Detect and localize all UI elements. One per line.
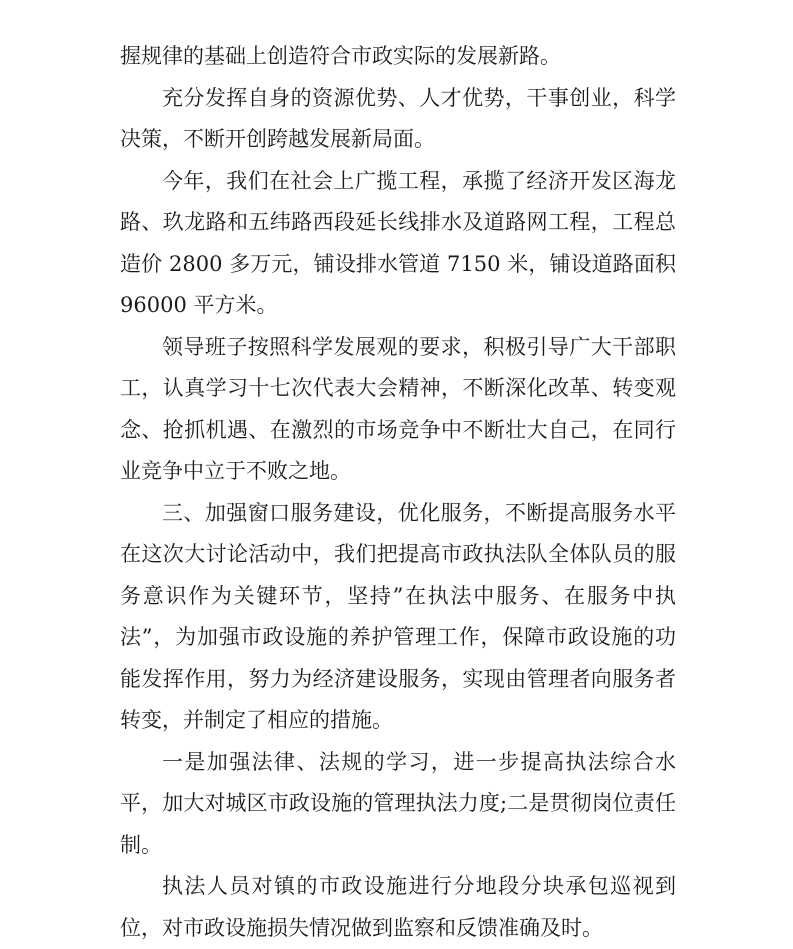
paragraph: 领导班子按照科学发展观的要求，积极引导广大干部职工，认真学习十七次代表大会精神，不断深化改革、转变观念、抢抓机遇、在激烈的市场竞争中不断壮大自己，在同行业竞争中立于不败之地。 bbox=[120, 334, 676, 483]
paragraph: 今年，我们在社会上广揽工程，承揽了经济开发区海龙路、玖龙路和五纬路西段延长线排水及道路网工程，工程总造价 2800 多万元，铺设排水管道 7150 米，铺设道路面积 96000 平方米。 bbox=[120, 168, 676, 317]
paragraph: 握规律的基础上创造符合市政实际的发展新路。 bbox=[120, 44, 561, 68]
paragraph: 执法人员对镇的市政设施进行分地段分块承包巡视到位，对市政设施损失情况做到监察和反馈准确及时。 bbox=[120, 874, 676, 940]
paragraph: 充分发挥自身的资源优势、人才优势，干事创业，科学决策，不断开创跨越发展新局面。 bbox=[120, 85, 676, 151]
paragraph: 三、加强窗口服务建设，优化服务，不断提高服务水平在这次大讨论活动中，我们把提高市政执法队全体队员的服务意识作为关键环节，坚持”在执法中服务、在服务中执法”，为加强市政设施的养护管理工作，保障市政设施的功能发挥作用，努力为经济建设服务，实现由管理者向服务者转变，并制定了相应的措施。 bbox=[120, 500, 676, 732]
paragraph: 一是加强法律、法规的学习，进一步提高执法综合水平，加大对城区市政设施的管理执法力度;二是贯彻岗位责任制。 bbox=[120, 749, 676, 857]
document-body bbox=[120, 36, 676, 949]
